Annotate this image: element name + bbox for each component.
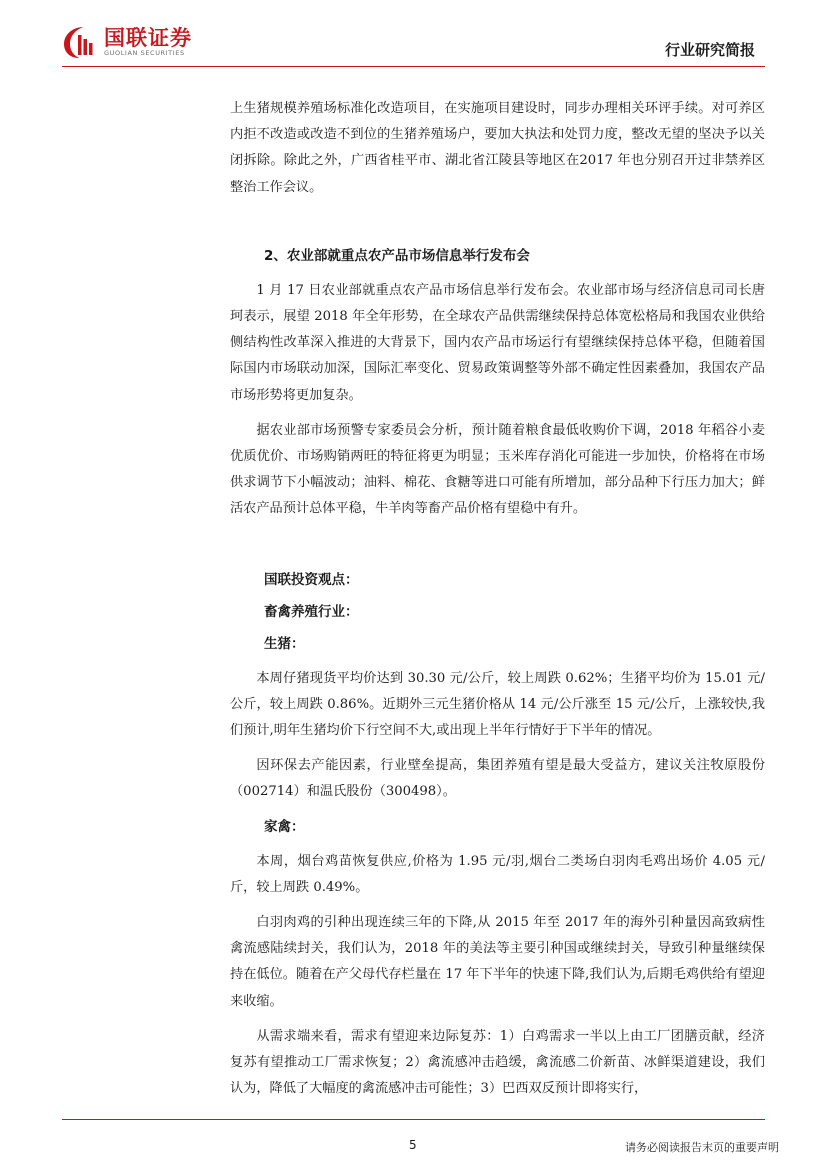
heading-poultry: 家禽：	[264, 818, 305, 835]
page-header	[0, 0, 827, 70]
heading-pig: 生猪：	[264, 635, 305, 652]
footer-divider	[62, 1119, 765, 1120]
logo-english-name: GUOLIAN SECURITIES	[104, 48, 185, 57]
paragraph-press-conference: 1 月 17 日农业部就重点农产品市场信息举行发布会。农业部市场与经济信息司司长唐珂表示，展望 2018 年全年形势，在全球农产品供需继续保持总体宽松格局和我国农业供给侧结构性改革深入推进的大背景下，国内农产品市场运行有望继续保持总体平稳，但随着国际国内市场联动加深，国际汇率变化、贸易政策调整等外部不确定性因素叠加，我国农产品市场形势将更加复杂。	[230, 282, 765, 403]
page-body	[230, 96, 765, 1102]
section-heading-market-info-release: 2、农业部就重点农产品市场信息举行发布会	[264, 247, 530, 264]
company-logo	[62, 24, 192, 60]
paragraph-environmental-rectification: 上生猪规模养殖场标准化改造项目，在实施项目建设时，同步办理相关环评手续。对可养区内拒不改造或改造不到位的生猪养殖场户，要加大执法和处罚力度，整改无望的坚决予以关闭拆除。除此之外，广西省桂平市、湖北省江陵县等地区在2017 年也分别召开过非禁养区整治工作会议。	[230, 101, 765, 195]
logo-text	[104, 27, 192, 58]
heading-livestock-industry: 畜禽养殖行业：	[264, 603, 359, 620]
footer-disclaimer: 请务必阅读报告末页的重要声明	[625, 1141, 779, 1154]
paragraph-pig-recommendation: 因环保去产能因素，行业壁垒提高，集团养殖有望是最大受益方，建议关注牧原股份（002714）和温氏股份（300498）。	[230, 758, 765, 800]
page-number: 5	[409, 1138, 417, 1152]
paragraph-market-forecast: 据农业部市场预警专家委员会分析，预计随着粮食最低收购价下调，2018 年稻谷小麦优质优价、市场购销两旺的特征将更为明显；玉米库存消化可能进一步加快，价格将在市场供求调节下小幅波动；油料、棉花、食糖等进口可能有所增加，部分品种下行压力加大；鲜活农产品预计总体平稳，牛羊肉等畜产品价格有望稳中有升。	[230, 422, 765, 517]
logo-chinese-name: 国联证券	[104, 25, 192, 50]
report-type-label: 行业研究简报	[664, 41, 755, 59]
paragraph-broiler-breeding: 白羽肉鸡的引种出现连续三年的下降,从 2015 年至 2017 年的海外引种量因高致病性禽流感陆续封关，我们认为，2018 年的美法等主要引种国或继续封关，导致引种量继续保持在低位。随着在产父母代存栏量在 17 年下半年的快速下降,我们认为,后期毛鸡供给有望迎来收缩。	[230, 915, 765, 1009]
paragraph-pig-prices: 本周仔猪现货平均价达到 30.30 元/公斤，较上周跌 0.62%；生猪平均价为 15.01 元/公斤，较上周跌 0.86%。近期外三元生猪价格从 14 元/公斤涨至 15 元/公斤，上涨较快,我们预计,明年生猪均价下行空间不大,或出现上半年行情好于下半年的情况。	[230, 670, 765, 739]
guolian-logo-icon	[62, 24, 98, 60]
paragraph-poultry-prices: 本周，烟台鸡苗恢复供应,价格为 1.95 元/羽,烟台二类场白羽肉毛鸡出场价 4.05 元/斤，较上周跌 0.49%。	[230, 853, 765, 895]
heading-investment-view: 国联投资观点：	[264, 571, 359, 588]
paragraph-demand-recovery: 从需求端来看，需求有望迎来边际复苏：1）白鸡需求一半以上由工厂团膳贡献，经济复苏有望推动工厂需求恢复；2）禽流感冲击趋缓，禽流感二价新苗、冰鲜渠道建设，我们认为，降低了大幅度的禽流感冲击可能性；3）巴西双反预计即将实行，	[230, 1028, 765, 1097]
header-divider	[62, 66, 765, 67]
